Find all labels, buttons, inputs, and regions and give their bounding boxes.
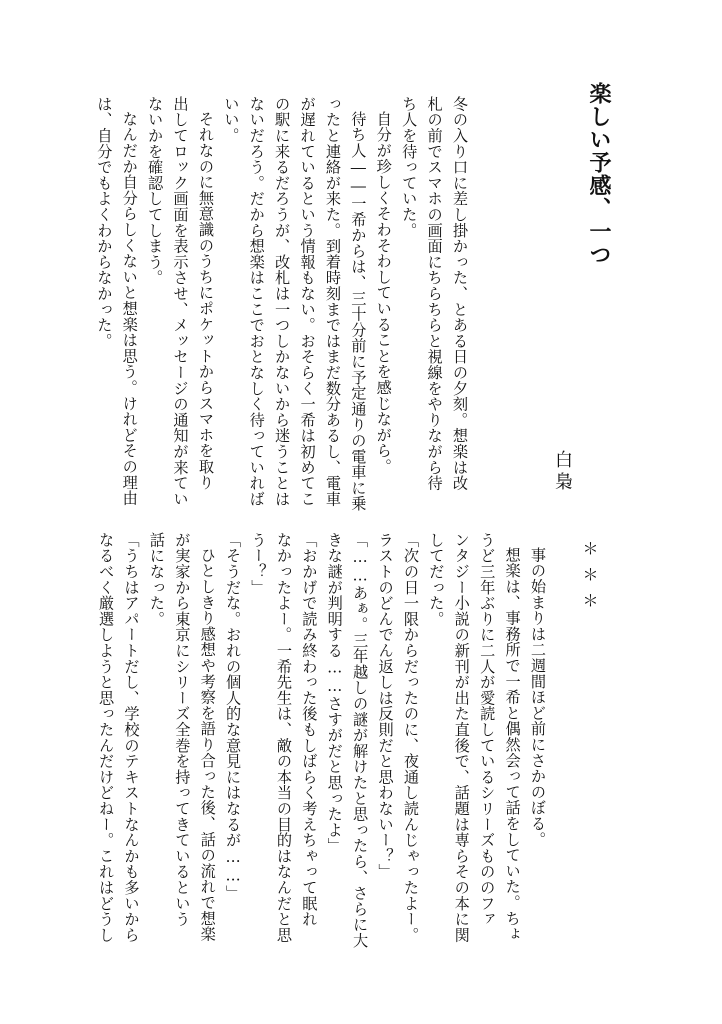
text-line: きな謎が判明する……さすがだと思ったよ」 — [325, 532, 344, 854]
text-line: うど三年ぶりに二人が愛読しているシリーズもののファ — [478, 532, 497, 927]
text-line: 「おかげで読み終わった後もしばらく考えちゃって眠れ — [300, 532, 319, 927]
text-line: ラストのどんでん返しは反則だと思わないー？」 — [376, 532, 395, 880]
story-title: 楽しい予感、一つ — [586, 82, 612, 266]
text-line: 冬の入り口に差し掛かった、とある日の夕刻。想楽は改 — [451, 96, 469, 491]
text-line: なるべく厳選しようと思ったんだけどねー。これはどうし — [97, 532, 116, 943]
text-line: 出してロック画面を表示させ、メッセージの通知が来てい — [171, 96, 190, 507]
text-line: の駅に来るだろうが、改札は一つしかないから迷うことは — [273, 96, 292, 507]
text-line: 「……あぁ。三年越しの謎が解けたと思ったら、さらに大 — [351, 532, 370, 949]
text-line: なかったよー。一希先生は、敵の本当の目的はなんだと思 — [274, 532, 293, 943]
text-line: ンタジー小説の新刊が出た直後で、話題は専らその本に関 — [452, 532, 471, 943]
text-line: してだった。 — [427, 532, 446, 627]
text-line: が遅れているという情報もない。おそらく一希は初めてこ — [298, 96, 317, 507]
text-line: 想楽は、事務所で一希と偶然会って話をしていた。ちょ — [503, 547, 522, 943]
author-name: 白梟 — [552, 450, 573, 494]
text-line: ないだろう。だから想楽はここでおとなしく待っていれば — [247, 96, 266, 507]
text-line: なんだか自分らしくないと想楽は思う。けれどその理由 — [120, 111, 139, 507]
section-separator: ＊＊＊ — [580, 540, 599, 618]
text-line: ないかを確認してしまう。 — [146, 96, 165, 286]
text-line: それなのに無意識のうちにポケットからスマホを取り — [196, 111, 215, 491]
text-line: ち人を待っていた。 — [400, 96, 419, 239]
text-line: 事の始まりは二週間ほど前にさかのぼる。 — [529, 547, 547, 848]
text-line: 「うちはアパートだし、学校のテキストなんかも多いから — [122, 532, 141, 943]
text-line: ひとしきり感想や考察を語り合った後、話の流れで想楽 — [198, 547, 217, 943]
text-line: いい。 — [222, 96, 241, 144]
text-line: 「そうだな。おれの個人的な意見にはなるが……」 — [224, 532, 243, 901]
text-line: ったと連絡が来た。到着時刻まではまだ数分あるし、電車 — [323, 96, 342, 507]
text-line: うー？」 — [249, 532, 268, 596]
body-text-section-1 — [12, 96, 472, 512]
text-line: 「次の日一限からだったのに、夜通し読んじゃったよー。 — [401, 532, 420, 943]
body-text-section-2 — [90, 532, 550, 962]
text-line: 自分が珍しくそわそわしていることを感じながら。 — [374, 111, 393, 475]
text-line: 待ち人――一希からは、三十分前に予定通りの電車に乗 — [349, 111, 368, 512]
text-line: は、自分でもよくわからなかった。 — [95, 96, 114, 349]
text-line: が実家から東京にシリーズ全巻を持ってきているという — [173, 532, 192, 927]
text-line: 話になった。 — [147, 532, 166, 627]
text-line: 札の前でスマホの画面にちらちらと視線をやりながら待 — [425, 96, 444, 491]
